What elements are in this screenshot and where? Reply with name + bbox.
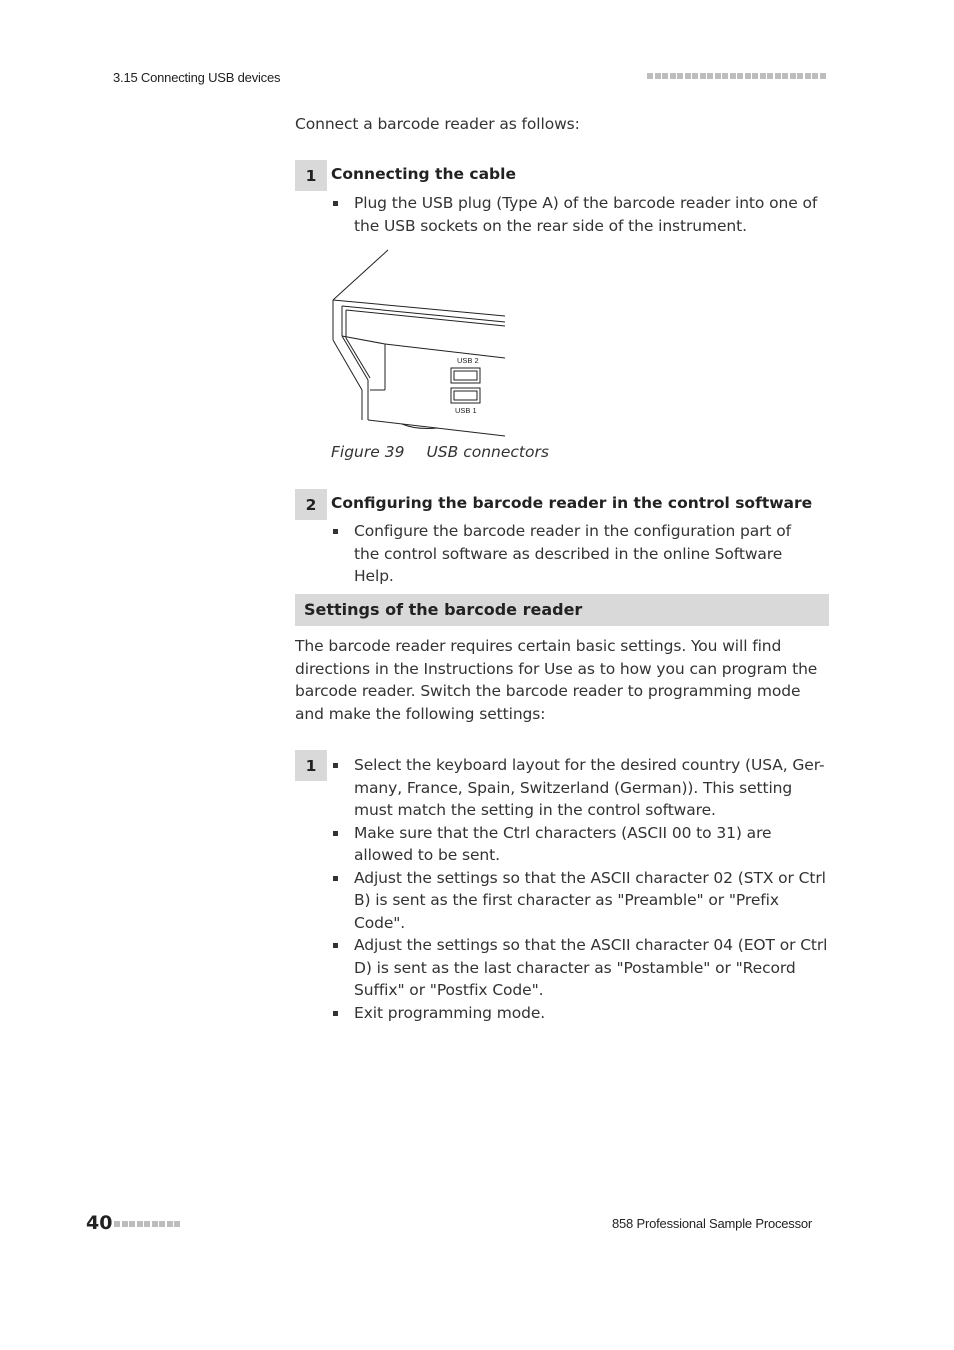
decoration-square: [782, 73, 788, 79]
step-bullets: [331, 192, 827, 237]
decoration-square: [137, 1221, 143, 1227]
decoration-square: [730, 73, 736, 79]
decoration-square: [805, 73, 811, 79]
usb2-socket-icon: [451, 368, 480, 383]
decoration-square: [677, 73, 683, 79]
page-number: 40: [86, 1212, 113, 1234]
footer-product-name: 858 Professional Sample Processor: [612, 1216, 813, 1231]
decoration-square: [144, 1221, 150, 1227]
decoration-square: [790, 73, 796, 79]
figure-line: [333, 250, 388, 300]
figure-line: [385, 344, 505, 358]
figure-line: [454, 371, 477, 380]
usb1-socket-icon: [451, 388, 480, 403]
bullet-item: Configure the barcode reader in the configuration part of the control software as described in the online Software Help.: [331, 520, 811, 588]
figure-line: [346, 310, 505, 326]
step-title: Configuring the barcode reader in the control software: [331, 494, 813, 512]
step-number: 1: [295, 160, 327, 191]
decoration-square: [655, 73, 661, 79]
header-decoration-squares: [647, 73, 829, 82]
figure-line: [346, 338, 370, 378]
step-bullets: [331, 520, 811, 588]
bullet-item: Make sure that the Ctrl characters (ASCII 00 to 31) are allowed to be sent.: [331, 822, 833, 867]
running-header-section: 3.15 Connecting USB devices: [113, 70, 281, 85]
decoration-square: [647, 73, 653, 79]
figure-line: [342, 336, 368, 380]
decoration-square: [722, 73, 728, 79]
bullet-item: Select the keyboard layout for the desired country (USA, Ger-many, France, Spain, Switzerland (German)). This setting must match the setting in the control software.: [331, 754, 833, 822]
decoration-square: [122, 1221, 128, 1227]
step-number: 1: [295, 750, 327, 781]
usb-connectors-figure: [328, 248, 508, 440]
decoration-square: [737, 73, 743, 79]
decoration-square: [797, 73, 803, 79]
settings-bullets: [331, 754, 833, 1024]
figure-label: Figure 39: [331, 443, 405, 461]
decoration-square: [700, 73, 706, 79]
step-title: Connecting the cable: [331, 165, 516, 183]
decoration-square: [670, 73, 676, 79]
decoration-square: [715, 73, 721, 79]
decoration-square: [767, 73, 773, 79]
decoration-square: [760, 73, 766, 79]
figure-caption: [331, 443, 549, 461]
bullet-item: Plug the USB plug (Type A) of the barcode reader into one of the USB sockets on the rear side of the instrument.: [331, 192, 827, 237]
decoration-square: [752, 73, 758, 79]
decoration-square: [812, 73, 818, 79]
intro-text: Connect a barcode reader as follows:: [295, 115, 580, 133]
figure-line: [454, 391, 477, 400]
decoration-square: [685, 73, 691, 79]
decoration-square: [775, 73, 781, 79]
bullet-item: Exit programming mode.: [331, 1002, 833, 1025]
decoration-square: [707, 73, 713, 79]
bullet-item: Adjust the settings so that the ASCII character 04 (EOT or Ctrl D) is sent as the last character as "Postamble" or "Record Suffix" or "Postfix Code".: [331, 934, 833, 1002]
figure-title: USB connectors: [426, 443, 549, 461]
decoration-square: [129, 1221, 135, 1227]
decoration-square: [167, 1221, 173, 1227]
decoration-square: [662, 73, 668, 79]
figure-line: [333, 340, 362, 390]
step-number: 2: [295, 489, 327, 520]
section-paragraph: The barcode reader requires certain basic settings. You will find directions in the Instructions for Use as to how you can program the barcode reader. Switch the barcode reader to programming mode and make the following settings:: [295, 637, 818, 723]
usb2-label: USB 2: [457, 356, 479, 365]
decoration-square: [692, 73, 698, 79]
decoration-square: [745, 73, 751, 79]
usb1-label: USB 1: [455, 406, 477, 415]
section-heading: Settings of the barcode reader: [304, 600, 583, 619]
section-heading-bar: [295, 594, 829, 626]
decoration-square: [159, 1221, 165, 1227]
decoration-square: [820, 73, 826, 79]
decoration-square: [114, 1221, 120, 1227]
footer-decoration-squares: [114, 1221, 180, 1227]
decoration-square: [152, 1221, 158, 1227]
bullet-item: Adjust the settings so that the ASCII character 02 (STX or Ctrl B) is sent as the first character as "Preamble" or "Prefix Code".: [331, 867, 833, 935]
decoration-square: [174, 1221, 180, 1227]
